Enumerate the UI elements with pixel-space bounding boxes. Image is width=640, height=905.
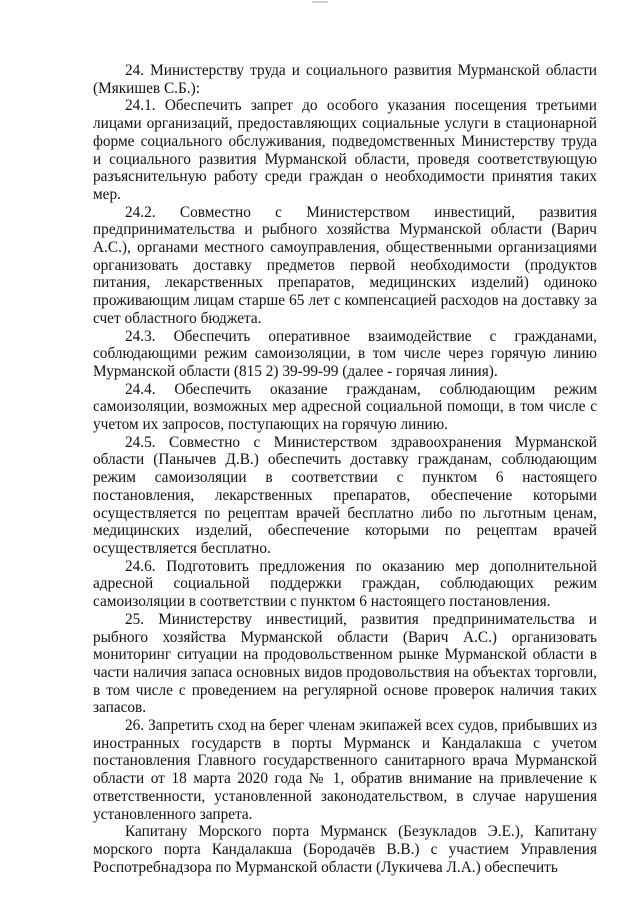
paragraph-26: 26. Запретить сход на берег членам экипажей всех судов, прибывших из иностранных государств в порты Мурманск и Кандалакша с учетом постановления Главного государственного санитарного врача Мурманской области от 18 марта 2020 года № 1, обратив внимание на привлечение к ответственности, установленной законодательством, в случае нарушения установленного запрета. [93, 717, 597, 823]
paragraph-24-3: 24.3. Обеспечить оперативное взаимодействие с гражданами, соблюдающими режим самоизоляции, в том числе через горячую линию Мурманской области (815 2) 39-99-99 (далее - горячая линия). [93, 327, 597, 380]
paragraph-captains: Капитану Морского порта Мурманск (Безукладов Э.Е.), Капитану морского порта Кандалакша (Бородачёв В.В.) с участием Управления Роспотребнадзора по Мурманской области (Лукичева Л.А.) обеспечить [93, 823, 597, 876]
paragraph-24: 24. Министерству труда и социального развития Мурманской области (Мякишев С.Б.): [93, 62, 597, 97]
paragraph-24-2: 24.2. Совместно с Министерством инвестиций, развития предпринимательства и рыбного хозяйства Мурманской области (Варич А.С.), органами местного самоуправления, общественными организациями организовать доставку предметов первой необходимости (продуктов питания, лекарственных препаратов, медицинских изделий) одиноко проживающим лицам старше 65 лет с компенсацией расходов на доставку за счет областного бюджета. [93, 203, 597, 327]
document-body [93, 62, 597, 876]
scan-mark [300, 0, 340, 4]
paragraph-24-6: 24.6. Подготовить предложения по оказанию мер дополнительной адресной социальной поддержки граждан, соблюдающих режим самоизоляции в соответствии с пунктом 6 настоящего постановления. [93, 557, 597, 611]
paragraph-24-4: 24.4. Обеспечить оказание гражданам, соблюдающим режим самоизоляции, возможных мер адресной социальной помощи, в том числе с учетом их запросов, поступающих на горячую линию. [93, 380, 597, 434]
paragraph-24-5: 24.5. Совместно с Министерством здравоохранения Мурманской области (Панычев Д.В.) обеспечить доставку гражданам, соблюдающим режим самоизоляции в соответствии с пунктом 6 настоящего постановления, лекарственных препаратов, обеспечение которыми осуществляется по рецептам врачей бесплатно либо по льготным ценам, медицинских изделий, обеспечение которыми по рецептам врачей осуществляется бесплатно. [93, 433, 597, 557]
paragraph-24-1: 24.1. Обеспечить запрет до особого указания посещения третьими лицами организаций, предоставляющих социальные услуги в стационарной форме социального обслуживания, подведомственных Министерству труда и социального развития Мурманской области, проведя соответствующую разъяснительную работу среди граждан о необходимости принятия таких мер. [93, 97, 597, 203]
paragraph-25: 25. Министерству инвестиций, развития предпринимательства и рыбного хозяйства Мурманской области (Варич А.С.) организовать мониторинг ситуации на продовольственном рынке Мурманской области в части наличия запаса основных видов продовольствия на объектах торговли, в том числе с проведением на регулярной основе проверок наличия таких запасов. [93, 610, 597, 717]
